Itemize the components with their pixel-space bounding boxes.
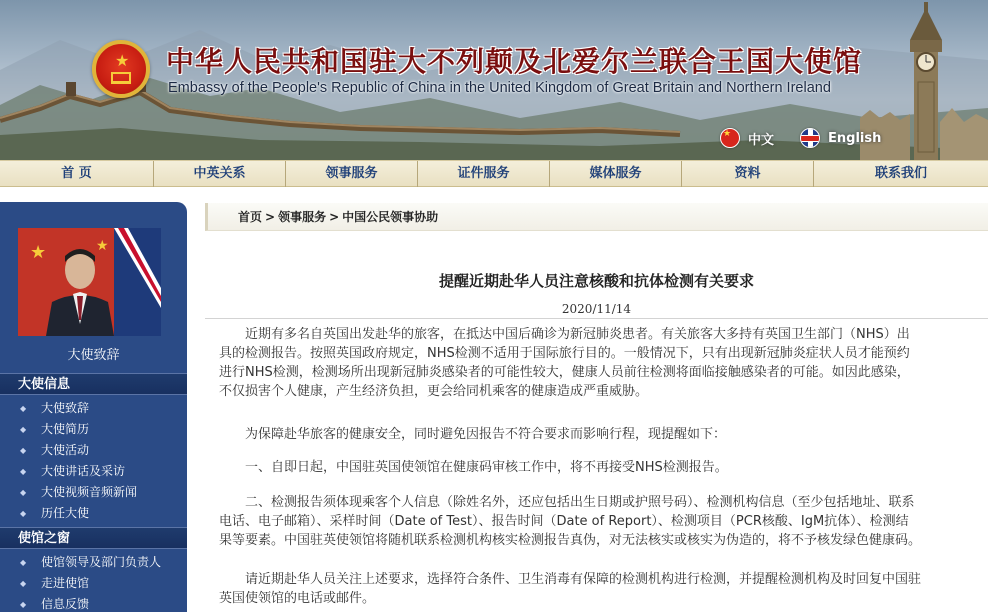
nav-item-media-services[interactable]: 媒体服务 bbox=[550, 161, 682, 187]
article-paragraph: 为保障赴华旅客的健康安全，同时避免因报告不符合要求而影响行程，现提醒如下： bbox=[219, 427, 727, 442]
sidebar-item-about-embassy[interactable]: ◆ 走进使馆 bbox=[0, 573, 187, 594]
embassy-window-list bbox=[0, 552, 187, 612]
bullet-icon: ◆ bbox=[20, 446, 27, 455]
section-title-ambassador-info: 大使信息 bbox=[0, 373, 187, 395]
article-date: 2020/11/14 bbox=[561, 302, 632, 316]
sidebar-item-feedback[interactable]: ◆ 信息反馈 bbox=[0, 594, 187, 612]
sidebar-item-former-ambassadors[interactable]: ◆ 历任大使 bbox=[0, 503, 187, 524]
breadcrumb-separator: > bbox=[265, 210, 276, 224]
ambassador-info-list bbox=[0, 398, 187, 524]
language-english-label: English bbox=[828, 130, 882, 146]
china-flag-icon bbox=[720, 128, 740, 148]
embassy-title: 中华人民共和国驻大不列颠及北爱尔兰联合王国大使馆 bbox=[166, 45, 863, 78]
nav-item-consular-services[interactable]: 领事服务 bbox=[286, 161, 418, 187]
svg-text:★: ★ bbox=[30, 242, 47, 263]
bullet-icon: ◆ bbox=[20, 558, 27, 567]
article-title: 提醒近期赴华人员注意核酸和抗体检测有关要求 bbox=[438, 272, 754, 290]
breadcrumb bbox=[205, 203, 988, 231]
bullet-icon: ◆ bbox=[20, 404, 27, 413]
sidebar bbox=[0, 202, 187, 612]
breadcrumb-separator: > bbox=[329, 210, 340, 224]
article-divider bbox=[205, 318, 988, 319]
sidebar-item-ambassador-video-news[interactable]: ◆ 大使视频音频新闻 bbox=[0, 482, 187, 503]
main-nav bbox=[0, 160, 988, 187]
section-title-embassy-window: 使馆之窗 bbox=[0, 527, 187, 549]
breadcrumb-home[interactable]: 首页 bbox=[238, 210, 263, 224]
language-english-link[interactable] bbox=[800, 128, 881, 148]
sidebar-item-ambassador-resume[interactable]: ◆ 大使简历 bbox=[0, 419, 187, 440]
sidebar-item-ambassador-activities[interactable]: ◆ 大使活动 bbox=[0, 440, 187, 461]
article-paragraph: 二、检测报告须体现乘客个人信息（除姓名外，还应包括出生日期或护照号码）、检测机构信息（至少包括地址、联系 电话、电子邮箱）、采样时间（Date of Test）、报告时间（Date of Report）、检测项目（PCR核酸、IgM抗体）、检测结 果等要素。中国驻英使领馆将随机联系检测机构核实检测报告真伪，对无法核实或核实为伪造的，将不予核发绿色健康码。 bbox=[219, 495, 922, 548]
bullet-icon: ◆ bbox=[20, 509, 27, 518]
bullet-icon: ◆ bbox=[20, 600, 27, 609]
ambassador-speech-link[interactable]: 大使致辞 bbox=[67, 348, 120, 363]
nav-item-china-uk-relations[interactable]: 中英关系 bbox=[154, 161, 286, 187]
bullet-icon: ◆ bbox=[20, 488, 27, 497]
nav-item-home[interactable]: 首 页 bbox=[0, 161, 154, 187]
header-banner bbox=[0, 0, 988, 160]
article-paragraph: 请近期赴华人员关注上述要求，选择符合条件、卫生消毒有保障的检测机构进行检测，并提醒检测机构及时回复中国驻 英国使领馆的电话或邮件。 bbox=[219, 572, 922, 606]
nav-item-contact-us[interactable]: 联系我们 bbox=[874, 166, 927, 181]
sidebar-item-ambassador-speech[interactable]: ◆ 大使致辞 bbox=[0, 398, 187, 419]
embassy-subtitle: Embassy of the People's Republic of China in the United Kingdom of Great Britain and Northern Ireland bbox=[168, 80, 831, 96]
language-chinese-link[interactable] bbox=[720, 128, 774, 148]
sidebar-item-embassy-leaders[interactable]: ◆ 使馆领导及部门负责人 bbox=[0, 552, 187, 573]
bullet-icon: ◆ bbox=[20, 467, 27, 476]
article-paragraph: 一、自即日起，中国驻英国使领馆在健康码审核工作中，将不再接受NHS检测报告。 bbox=[219, 460, 728, 475]
breadcrumb-consular-assistance[interactable]: 中国公民领事协助 bbox=[342, 210, 439, 224]
nav-item-document-services[interactable]: 证件服务 bbox=[418, 161, 550, 187]
sidebar-item-ambassador-speeches[interactable]: ◆ 大使讲话及采访 bbox=[0, 461, 187, 482]
uk-flag-icon bbox=[800, 128, 820, 148]
nav-item-materials[interactable]: 资料 bbox=[682, 161, 814, 187]
ambassador-photo[interactable] bbox=[18, 228, 161, 336]
bullet-icon: ◆ bbox=[20, 579, 27, 588]
bullet-icon: ◆ bbox=[20, 425, 27, 434]
svg-text:★: ★ bbox=[96, 238, 109, 254]
article-paragraph: 近期有多名自英国出发赴华的旅客，在抵达中国后确诊为新冠肺炎患者。有关旅客大多持有英国卫生部门（NHS）出 具的检测报告。按照英国政府规定，NHS检测不适用于国际旅行目的。一般情况下，只有出现新冠肺炎症状人员才能预约 进行NHS检测，检测场所出现新冠肺炎感染者的可能性较大，健康人员前往检测将面临接触感染者的可能。如因此感染， 不仅损害个人健康，产生经济负担，更会给同机乘客的健康造成严重威胁。 bbox=[219, 327, 910, 399]
language-chinese-label: 中文 bbox=[748, 132, 775, 148]
national-emblem-icon: ★ bbox=[92, 40, 150, 98]
breadcrumb-consular-services[interactable]: 领事服务 bbox=[278, 210, 327, 224]
